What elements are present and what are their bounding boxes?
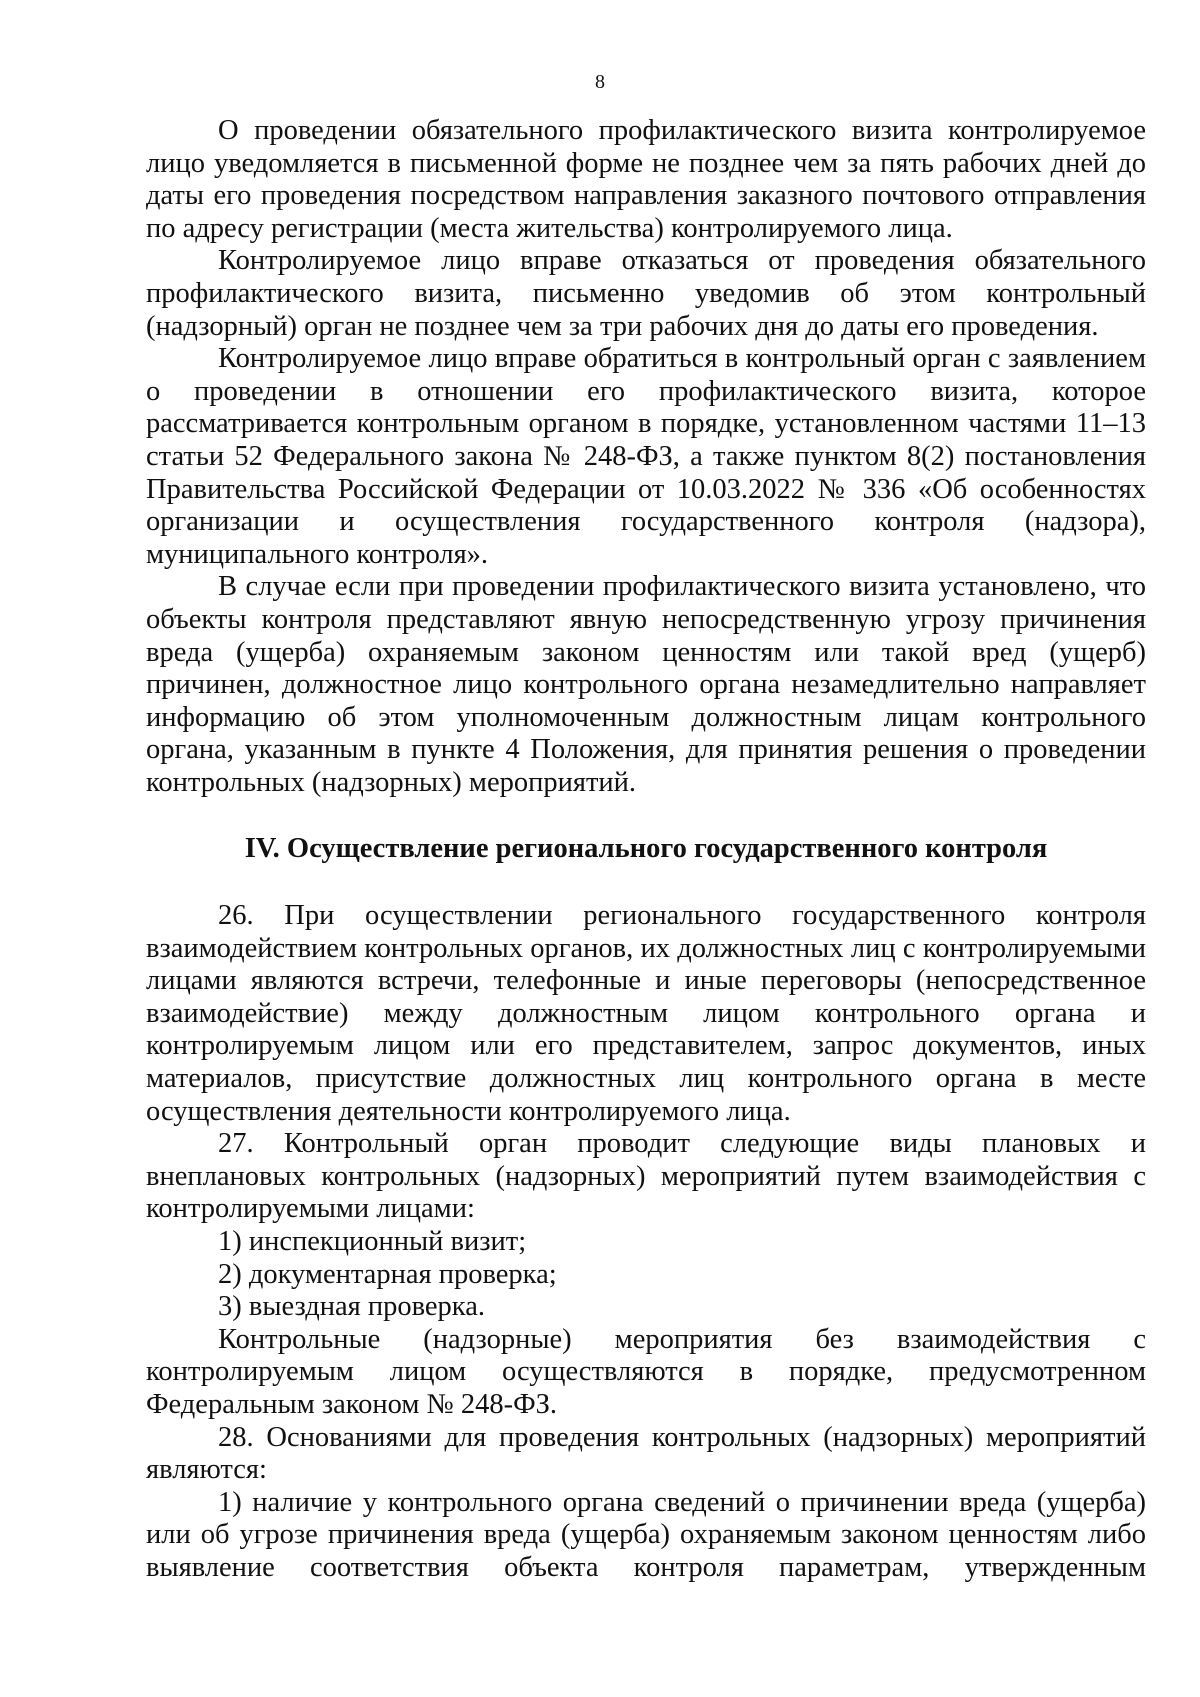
paragraph-visit-request: Контролируемое лицо вправе обратиться в контрольный орган с заявлением о проведении в отношении его профилактического визита, которое рассматривается контрольным органом в порядке, установленном частями 11–13 статьи 52 Федерального закона № 248-ФЗ, а также пунктом 8(2) постановления Правительства Российской Федерации от 10.03.2022 № 336 «Об особенностях организации и осуществления государственного контроля (надзора), муниципального контроля». — [146, 343, 1146, 570]
paragraph-visit-refusal: Контролируемое лицо вправе отказаться от проведения обязательного профилактического визита, письменно уведомив об этом контрольный (надзорный) орган не позднее чем за три рабочих дня до даты его проведения. — [146, 245, 1146, 342]
paragraph-26: 26. При осуществлении регионального государственного контроля взаимодействием контрольных органов, их должностных лиц с контролируемыми лицами являются встречи, телефонные и иные переговоры (непосредственное взаимодействие) между должностным лицом контрольного органа и контролируемым лицом или его представителем, запрос документов, иных материалов, присутствие должностных лиц контрольного органа в месте осуществления деятельности контролируемого лица. — [146, 900, 1146, 1127]
section-heading: IV. Осуществление регионального государственного контроля — [244, 833, 1048, 865]
paragraph-threat-detected: В случае если при проведении профилактического визита установлено, что объекты контроля представляют явную непосредственную угрозу причинения вреда (ущерба) охраняемым законом ценностям или такой вред (ущерб) причинен, должностное лицо контрольного органа незамедлительно направляет информацию об этом уполномоченным должностным лицам контрольного органа, указанным в пункте 4 Положения, для принятия решения о проведении контрольных (надзорных) мероприятий. — [146, 571, 1146, 798]
list-item-onsite-check: 3) выездная проверка. — [218, 1291, 485, 1323]
paragraph-27: 27. Контрольный орган проводит следующие виды плановых и внеплановых контрольных (надзорных) мероприятий путем взаимодействия с контролируемыми лицами: — [146, 1128, 1146, 1225]
paragraph-visit-notification: О проведении обязательного профилактического визита контролируемое лицо уведомляется в письменной форме не позднее чем за пять рабочих дней до даты его проведения посредством направления заказного почтового отправления по адресу регистрации (места жительства) контролируемого лица. — [146, 115, 1146, 244]
list-item-documentary-check: 2) документарная проверка; — [218, 1258, 557, 1290]
list-item-grounds-1: 1) наличие у контрольного органа сведений о причинении вреда (ущерба) или об угрозе причинения вреда (ущерба) охраняемым законом ценностям либо выявление соответствия объекта контроля параметрам, утвержденным — [146, 1486, 1146, 1583]
document-body — [146, 115, 1146, 1585]
page-number: 8 — [595, 71, 605, 93]
list-item-inspection-visit: 1) инспекционный визит; — [218, 1226, 527, 1257]
paragraph-without-interaction: Контрольные (надзорные) мероприятия без взаимодействия с контролируемым лицом осуществляются в порядке, предусмотренном Федеральным законом № 248-ФЗ. — [146, 1323, 1146, 1420]
paragraph-28: 28. Основаниями для проведения контрольных (надзорных) мероприятий являются: — [146, 1421, 1146, 1486]
